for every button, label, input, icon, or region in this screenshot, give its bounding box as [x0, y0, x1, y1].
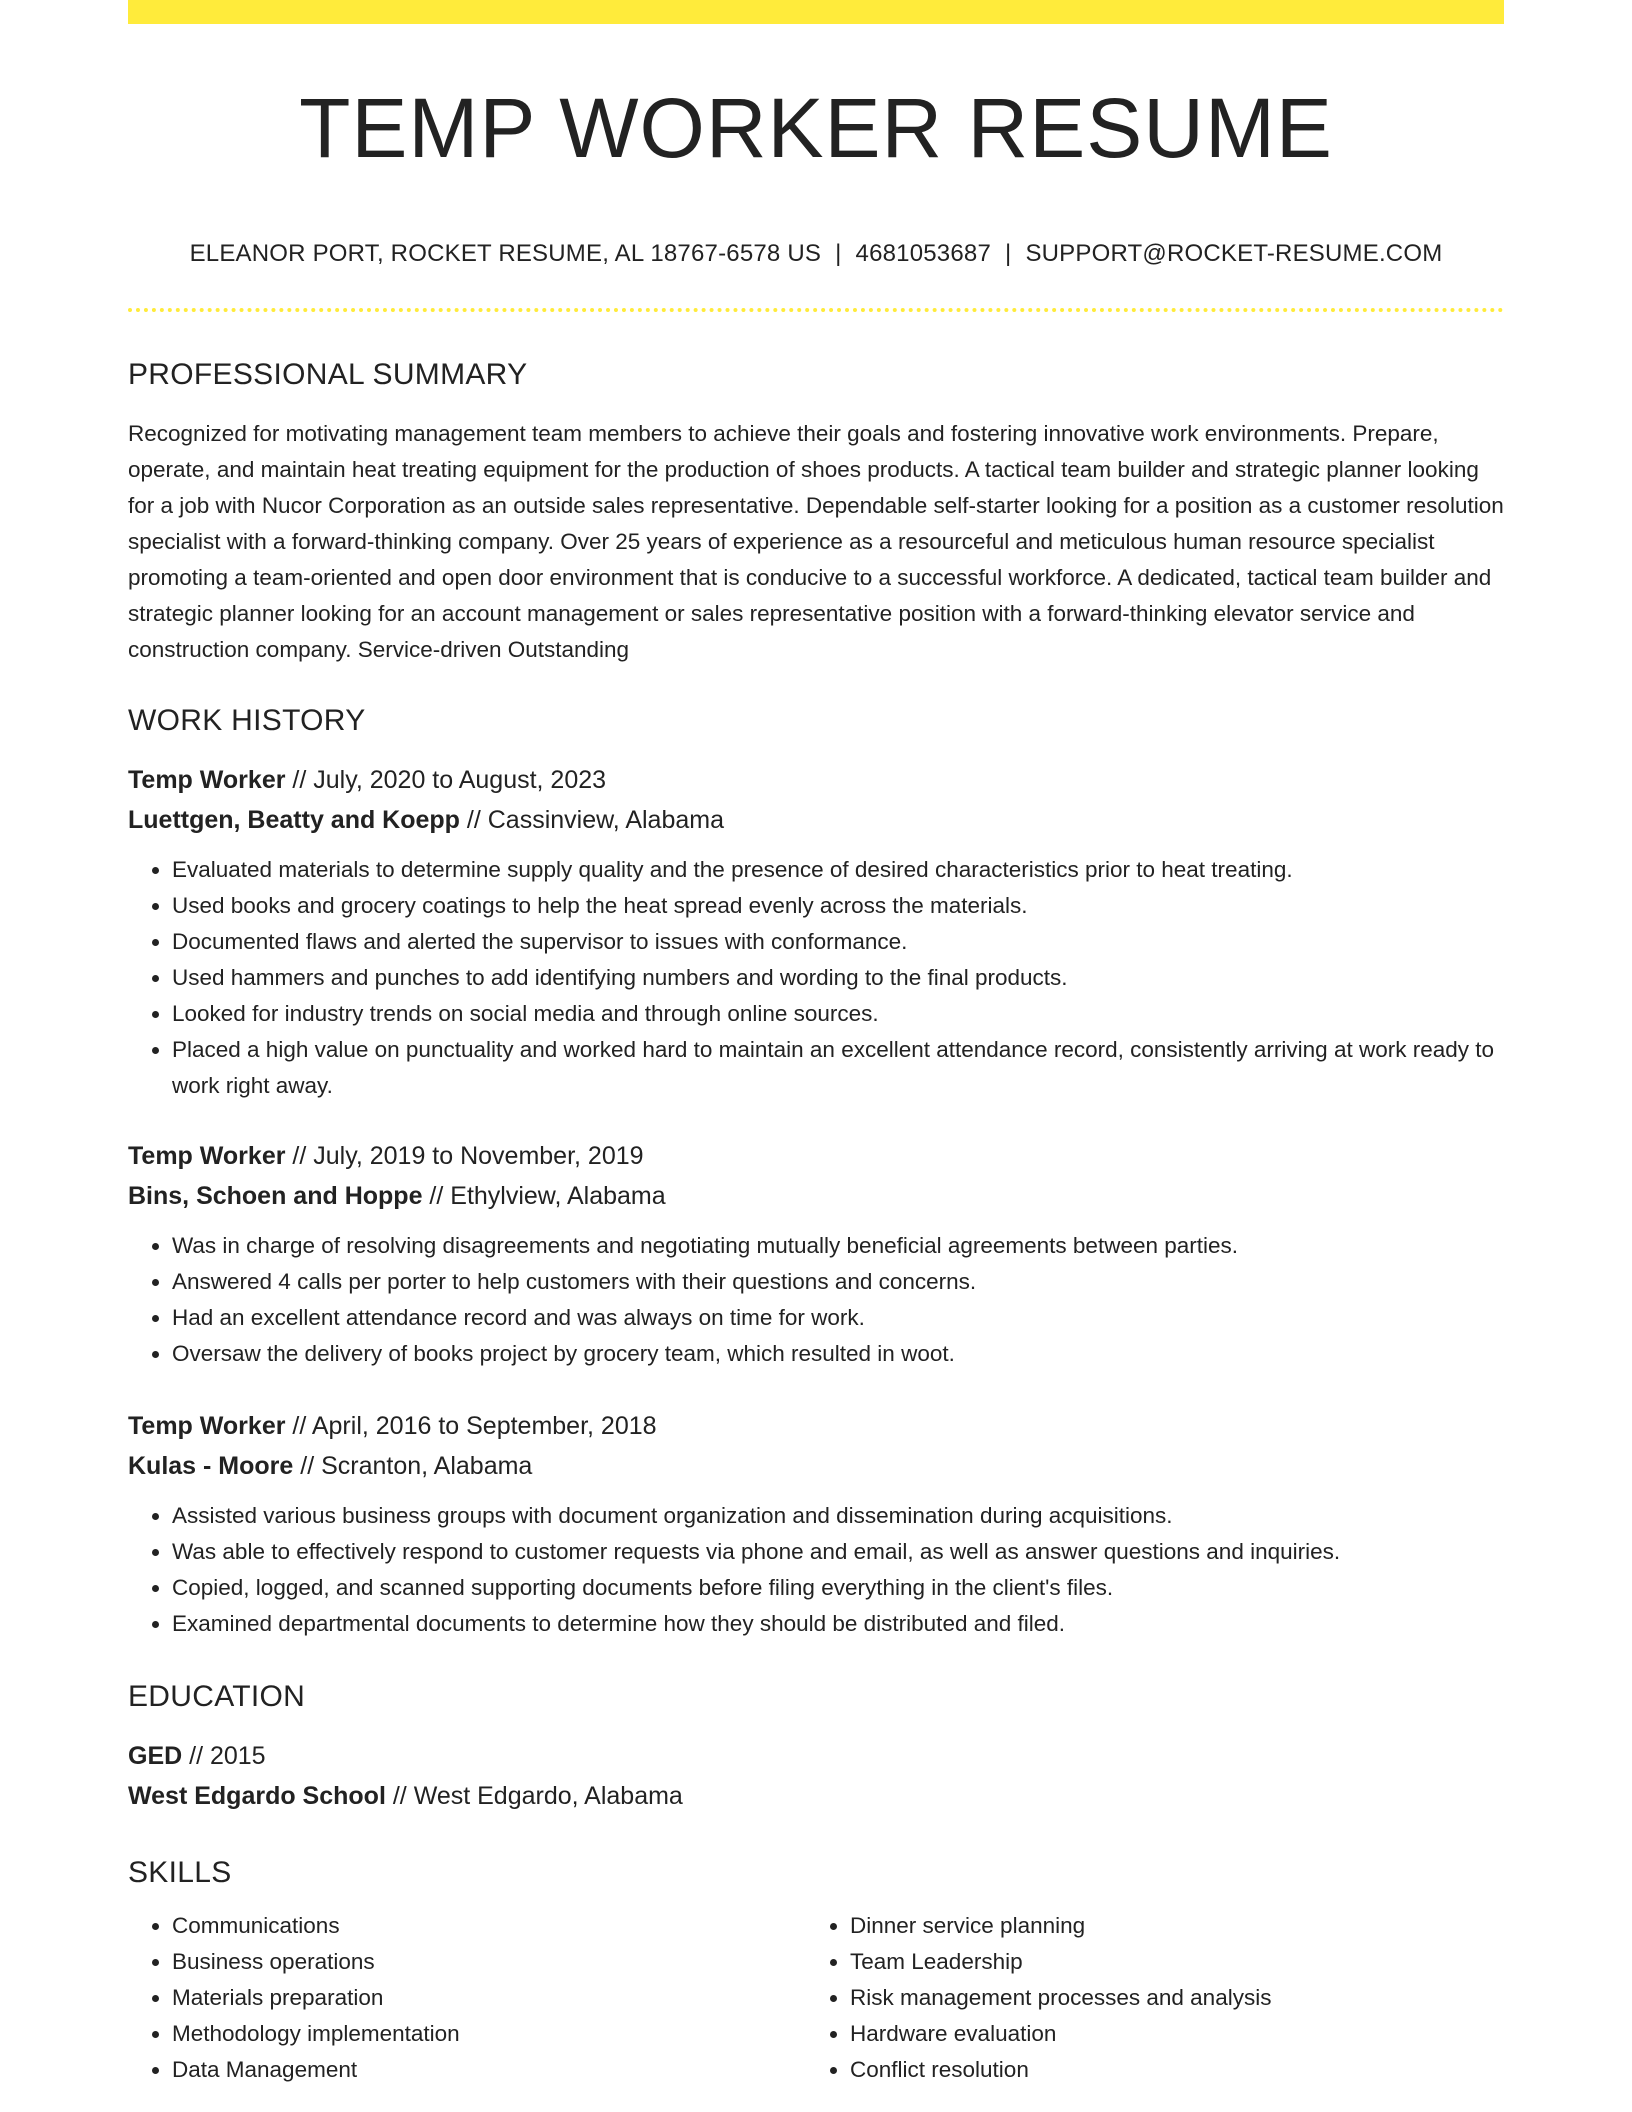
job-dates: // April, 2016 to September, 2018	[285, 1412, 657, 1441]
education-school-line	[128, 1776, 1504, 1816]
skills-column-left	[128, 1908, 806, 2088]
list-item: • Oversaw the delivery of books project by grocery team, which resulted in woot.	[172, 1336, 1504, 1372]
job-title: Temp Worker	[128, 766, 286, 795]
address: ELEANOR PORT, ROCKET RESUME, AL 18767-6578 US	[189, 240, 822, 268]
phone: 4681053687	[855, 240, 991, 268]
education-location: // West Edgardo, Alabama	[385, 1782, 683, 1811]
education-year: // 2015	[182, 1742, 266, 1771]
resume-page	[128, 0, 1504, 2088]
list-item: • Conflict resolution	[850, 2052, 1484, 2088]
dotted-divider	[128, 308, 1504, 312]
list-item: • Placed a high value on punctuality and worked hard to maintain an excellent attendance record, consistently arriving at work ready to work right away.	[172, 1032, 1504, 1104]
job-location: // Scranton, Alabama	[293, 1452, 533, 1481]
summary-text: Recognized for motivating management team members to achieve their goals and fostering innovative work environments. Prepare, operate, and maintain heat treating equipment for the production of shoes products. A tactical team builder and strategic planner looking for a job with Nucor Corporation as an outside sales representative. Dependable self-starter looking for a position as a customer resolution specialist with a forward-thinking company. Over 25 years of experience as a resourceful and meticulous human resource specialist promoting a team-oriented and open door environment that is conducive to a successful workforce. A dedicated, tactical team builder and strategic planner looking for an account management or sales representative position with a forward-thinking elevator service and construction company. Service-driven Outstanding	[128, 421, 1504, 663]
skills-heading: SKILLS	[128, 1856, 232, 1890]
list-item: • Materials preparation	[172, 1980, 806, 2016]
list-item: • Had an excellent attendance record and was always on time for work.	[172, 1300, 1504, 1336]
job-company-line	[128, 1446, 1504, 1486]
job-bullets	[128, 852, 1504, 1104]
list-item: • Used books and grocery coatings to help the heat spread evenly across the materials.	[172, 888, 1504, 924]
job-title: Temp Worker	[128, 1412, 286, 1441]
contact-line	[128, 240, 1504, 268]
list-item: • Communications	[172, 1908, 806, 1944]
contact-separator: |	[835, 240, 842, 268]
job-title: Temp Worker	[128, 1142, 286, 1171]
list-item: • Team Leadership	[850, 1944, 1484, 1980]
summary-heading: PROFESSIONAL SUMMARY	[128, 358, 528, 392]
skills-column-right	[806, 1908, 1484, 2088]
job-location: // Ethylview, Alabama	[422, 1182, 666, 1211]
job-dates: // July, 2020 to August, 2023	[285, 766, 607, 795]
list-item: • Documented flaws and alerted the supervisor to issues with conformance.	[172, 924, 1504, 960]
list-item: • Risk management processes and analysis	[850, 1980, 1484, 2016]
list-item: • Hardware evaluation	[850, 2016, 1484, 2052]
job-company-line	[128, 1176, 1504, 1216]
job-title-line	[128, 760, 1504, 800]
job-entry	[128, 1136, 1504, 1372]
skills-list	[128, 1908, 1504, 2088]
list-item: • Answered 4 calls per porter to help customers with their questions and concerns.	[172, 1264, 1504, 1300]
job-company: Kulas - Moore	[128, 1452, 294, 1481]
education-degree: GED	[128, 1742, 183, 1771]
job-company-line	[128, 800, 1504, 840]
education-school: West Edgardo School	[128, 1782, 386, 1811]
job-location: // Cassinview, Alabama	[459, 806, 724, 835]
list-item: • Looked for industry trends on social media and through online sources.	[172, 996, 1504, 1032]
page-title: TEMP WORKER RESUME	[299, 81, 1333, 175]
job-bullets	[128, 1498, 1504, 1642]
education-entry	[128, 1736, 1504, 1816]
list-item: • Was able to effectively respond to customer requests via phone and email, as well as answer questions and inquiries.	[172, 1534, 1504, 1570]
job-bullets	[128, 1228, 1504, 1372]
list-item: • Used hammers and punches to add identifying numbers and wording to the final products.	[172, 960, 1504, 996]
list-item: • Evaluated materials to determine supply quality and the presence of desired characteristics prior to heat treating.	[172, 852, 1504, 888]
list-item: • Examined departmental documents to determine how they should be distributed and filed.	[172, 1606, 1504, 1642]
work-history-heading: WORK HISTORY	[128, 704, 366, 738]
top-accent-bar	[128, 0, 1504, 24]
job-company: Luettgen, Beatty and Koepp	[128, 806, 460, 835]
list-item: • Was in charge of resolving disagreements and negotiating mutually beneficial agreements between parties.	[172, 1228, 1504, 1264]
list-item: • Copied, logged, and scanned supporting documents before filing everything in the client's files.	[172, 1570, 1504, 1606]
list-item: • Business operations	[172, 1944, 806, 1980]
email-link[interactable]: SUPPORT@ROCKET-RESUME.COM	[1025, 240, 1443, 268]
education-degree-line	[128, 1736, 1504, 1776]
list-item: • Dinner service planning	[850, 1908, 1484, 1944]
job-title-line	[128, 1406, 1504, 1446]
job-title-line	[128, 1136, 1504, 1176]
list-item: • Assisted various business groups with document organization and dissemination during acquisitions.	[172, 1498, 1504, 1534]
education-heading: EDUCATION	[128, 1680, 306, 1714]
list-item: • Data Management	[172, 2052, 806, 2088]
list-item: • Methodology implementation	[172, 2016, 806, 2052]
job-company: Bins, Schoen and Hoppe	[128, 1182, 423, 1211]
job-dates: // July, 2019 to November, 2019	[285, 1142, 644, 1171]
contact-separator: |	[1005, 240, 1012, 268]
job-entry	[128, 1406, 1504, 1642]
job-entry	[128, 760, 1504, 1104]
